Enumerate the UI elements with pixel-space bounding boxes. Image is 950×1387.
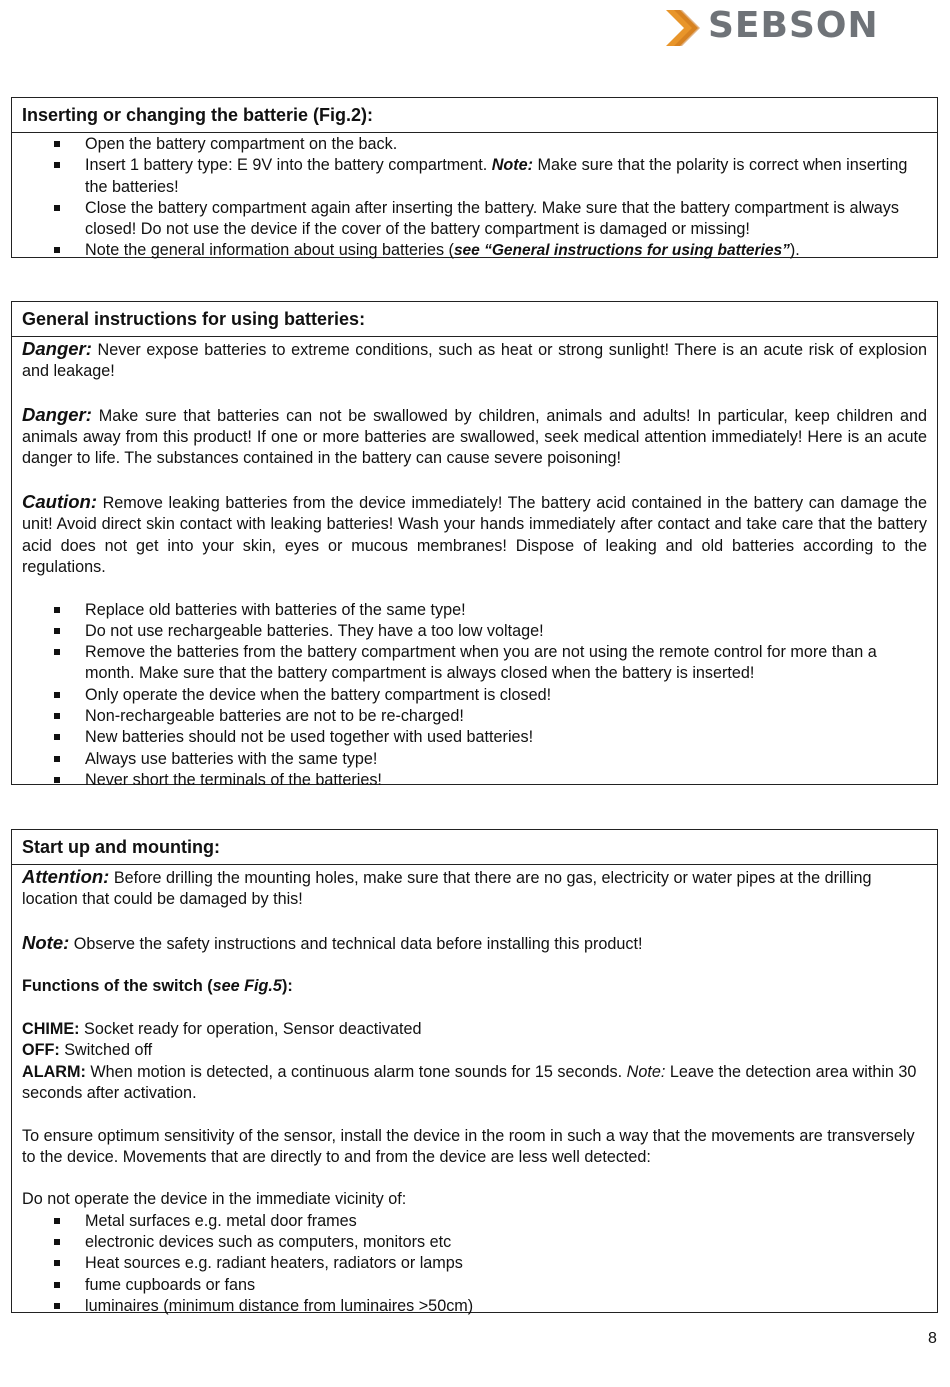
attention-label: Attention: xyxy=(22,866,110,887)
page-number: 8 xyxy=(928,1330,937,1347)
chime-label: CHIME: xyxy=(22,1020,80,1039)
caution-label: Caution: xyxy=(22,491,98,513)
attention-paragraph: Attention: Before drilling the mounting holes, make sure that there are no gas, electricity or water pipes at the drilling location that could be damaged by this! xyxy=(22,866,872,909)
list-item: Always use batteries with the same type! xyxy=(22,749,927,770)
list-item: Note the general information about using batteries (see “General instructions for using batteries”). xyxy=(22,240,927,261)
vicinity-intro: Do not operate the device in the immediate vicinity of: xyxy=(22,1190,407,1209)
section-title: Inserting or changing the batterie (Fig.2): xyxy=(12,98,937,133)
off-mode: OFF: Switched off xyxy=(22,1041,153,1060)
alarm-label: ALARM: xyxy=(22,1062,86,1081)
danger-paragraph: Danger: Never expose batteries to extreme conditions, such as heat or strong sunlight! There is an acute risk of explosion and leakage! xyxy=(22,338,927,381)
list-item: Open the battery compartment on the back. xyxy=(22,134,927,155)
off-label: OFF: xyxy=(22,1041,60,1060)
section-battery-insert xyxy=(11,97,938,258)
switch-functions-heading: Functions of the switch (see Fig.5): xyxy=(22,977,293,996)
caution-paragraph: Caution: Remove leaking batteries from the device immediately! The battery acid contained in the battery can damage the unit! Avoid direct skin contact with leaking batteries! Wash your hands immediately after contact and take care that the battery acid does not get into your skin, eyes or mucous membranes! Dispose of leaking and old batteries according to the regulations. xyxy=(22,491,927,576)
danger-label: Danger: xyxy=(22,403,92,425)
section-title: Start up and mounting: xyxy=(12,830,937,865)
chime-mode: CHIME: Socket ready for operation, Sensor deactivated xyxy=(22,1020,422,1039)
list-item: Insert 1 battery type: E 9V into the battery compartment. Note: Make sure that the polarity is correct when inserting the batteries! xyxy=(22,155,927,198)
list-item: Do not use rechargeable batteries. They have a too low voltage! xyxy=(22,621,927,642)
brand-logo xyxy=(660,6,890,48)
list-item: electronic devices such as computers, monitors etc xyxy=(22,1232,927,1253)
battery-steps-list xyxy=(22,134,927,262)
cross-reference: see “General instructions for using batteries” xyxy=(453,242,790,260)
list-item: luminaires (minimum distance from luminaires >50cm) xyxy=(22,1296,927,1317)
note-paragraph: Note: Observe the safety instructions and technical data before installing this product! xyxy=(22,931,643,953)
list-item: Replace old batteries with batteries of the same type! xyxy=(22,600,927,621)
brand-name: SEBSON xyxy=(708,5,879,46)
chevron-logo-icon xyxy=(660,8,704,48)
section-startup-mounting xyxy=(11,829,938,1313)
list-item: New batteries should not be used together with used batteries! xyxy=(22,727,927,748)
list-item: Remove the batteries from the battery compartment when you are not using the remote control for more than a month. Make sure that the battery compartment is always closed when the battery is inserted! xyxy=(22,642,927,685)
note-label: Note: xyxy=(22,931,70,953)
list-item: Never short the terminals of the batteries! xyxy=(22,770,927,791)
list-item: Only operate the device when the battery compartment is closed! xyxy=(22,685,927,706)
section-battery-instructions xyxy=(11,301,938,789)
list-item: Heat sources e.g. radiant heaters, radiators or lamps xyxy=(22,1253,927,1274)
battery-rules-list xyxy=(22,600,927,792)
sensitivity-paragraph: To ensure optimum sensitivity of the sensor, install the device in the room in such a way that the movements are transversely to the device. Movements that are directly to and from the device are less well detected: xyxy=(22,1126,915,1166)
list-item: Metal surfaces e.g. metal door frames xyxy=(22,1211,927,1232)
alarm-mode: ALARM: When motion is detected, a continuous alarm tone sounds for 15 seconds. Note: Leave the detection area within 30 seconds after activation. xyxy=(22,1062,917,1102)
note-label: Note: xyxy=(491,156,534,175)
cross-reference: see Fig.5 xyxy=(212,977,282,996)
list-item: Close the battery compartment again after inserting the battery. Make sure that the battery compartment is always closed! Do not use the device if the cover of the battery compartment is damaged or missing! xyxy=(22,198,927,241)
danger-paragraph: Danger: Make sure that batteries can not be swallowed by children, animals and adults! In particular, keep children and animals away from this product! If one or more batteries are swallowed, seek medical attention immediately! Here is an acute danger to life. The substances contained in the battery can cause severe poisoning! xyxy=(22,403,927,468)
danger-label: Danger: xyxy=(22,338,92,359)
vicinity-list xyxy=(22,1211,927,1317)
list-item: fume cupboards or fans xyxy=(22,1275,927,1296)
section-title: General instructions for using batteries: xyxy=(12,302,937,337)
note-label: Note: xyxy=(626,1062,666,1081)
list-item: Non-rechargeable batteries are not to be re-charged! xyxy=(22,706,927,727)
